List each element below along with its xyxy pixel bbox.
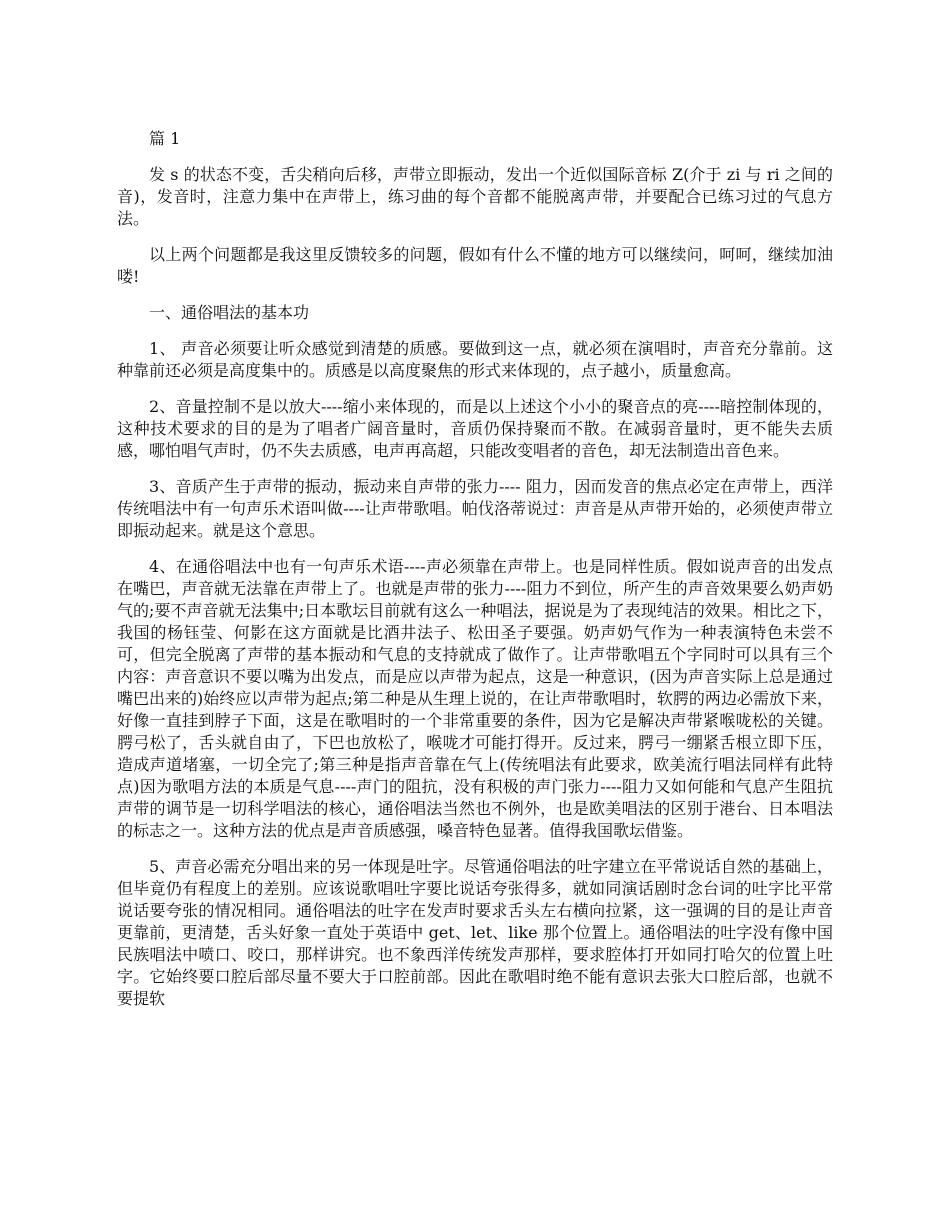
paragraph-feedback: 以上两个问题都是我这里反馈较多的问题，假如有什么不懂的地方可以继续问，呵呵，继续加油喽! (117, 245, 833, 286)
paragraph-point-1: 1、 声音必须要让听众感觉到清楚的质感。要做到这一点，就必须在演唱时，声音充分靠前。这种靠前还必须是高度集中的。质感是以高度聚焦的形式来体现的，点子越小，质量愈高。 (117, 339, 833, 380)
paragraph-intro: 发 s 的状态不变，舌尖稍向后移，声带立即振动，发出一个近似国际音标 Z(介于 zi 与 ri 之间的音)，发音时，注意力集中在声带上，练习曲的每个音都不能脱离声带，并要配合已练习过的气息方法。 (117, 165, 833, 228)
paragraph-subheading: 一、通俗唱法的基本功 (149, 303, 310, 322)
paragraph-point-3: 3、音质产生于声带的振动，振动来自声带的张力---- 阻力，因而发音的焦点必定在声带上，西洋传统唱法中有一句声乐术语叫做----让声带歌唱。帕伐洛蒂说过：声音是从声带开始的，必须使声带立即振动起来。就是这个意思。 (117, 477, 833, 540)
paragraph-point-5: 5、声音必需充分唱出来的另一体现是吐字。尽管通俗唱法的吐字建立在平常说话自然的基础上，但毕竟仍有程度上的差别。应该说歌唱吐字要比说话夸张得多，就如同演话剧时念台词的吐字比平常说话要夸张的情况相同。通俗唱法的吐字在发声时要求舌头左右横向拉紧，这一强调的目的是让声音更靠前，更清楚，舌头好象一直处于英语中 get、let、like 那个位置上。通俗唱法的吐字没有像中国民族唱法中喷口、咬口，那样讲究。也不象西洋传统发声那样，要求腔体打开如同打哈欠的位置上吐字。它始终要口腔后部尽量不要大于口腔前部。因此在歌唱时绝不能有意识去张大口腔后部，也就不要提软 (117, 857, 833, 1008)
section-heading: 篇 1 (149, 129, 181, 148)
paragraph-point-4: 4、在通俗唱法中也有一句声乐术语----声必须靠在声带上。也是同样性质。假如说声音的出发点在嘴巴，声音就无法靠在声带上了。也就是声带的张力----阻力不到位，所产生的声音效果要么奶声奶气的;要不声音就无法集中;日本歌坛目前就有这么一种唱法，据说是为了表现纯洁的效果。相比之下，我国的杨钰莹、何影在这方面就是比酒井法子、松田圣子要强。奶声奶气作为一种表演特色未尝不可，但完全脱离了声带的基本振动和气息的支持就成了做作了。让声带歌唱五个字同时可以具有三个内容：声音意识不要以嘴为出发点，而是应以声带为起点，这是一种意识，(因为声音实际上总是通过嘴巴出来的)始终应以声带为起点;第二种是从生理上说的，在让声带歌唱时，软腭的两边必需放下来，好像一直挂到脖子下面，这是在歌唱时的一个非常重要的条件，因为它是解决声带紧喉咙松的关键。腭弓松了，舌头就自由了，下巴也放松了，喉咙才可能打得开。反过来，腭弓一绷紧舌根立即下压，造成声道堵塞，一切全完了;第三种是指声音靠在气上(传统唱法有此要求，欧美流行唱法同样有此特点)因为歌唱方法的本质是气息----声门的阻抗，没有积极的声门张力----阻力又如何能和气息产生阻抗声带的调节是一切科学唱法的核心，通俗唱法当然也不例外，也是欧美唱法的区别于港台、日本唱法的标志之一。这种方法的优点是声音质感强，嗓音特色显著。值得我国歌坛借鉴。 (117, 557, 833, 840)
paragraph-point-2: 2、音量控制不是以放大----缩小来体现的，而是以上述这个小小的聚音点的亮----暗控制体现的，这种技术要求的目的是为了唱者广阔音量时，音质仍保持聚而不散。在减弱音量时，更不能失去质感，哪怕唱气声时，仍不失去质感，电声再高超，只能改变唱者的音色，却无法制造出音色来。 (117, 397, 833, 460)
